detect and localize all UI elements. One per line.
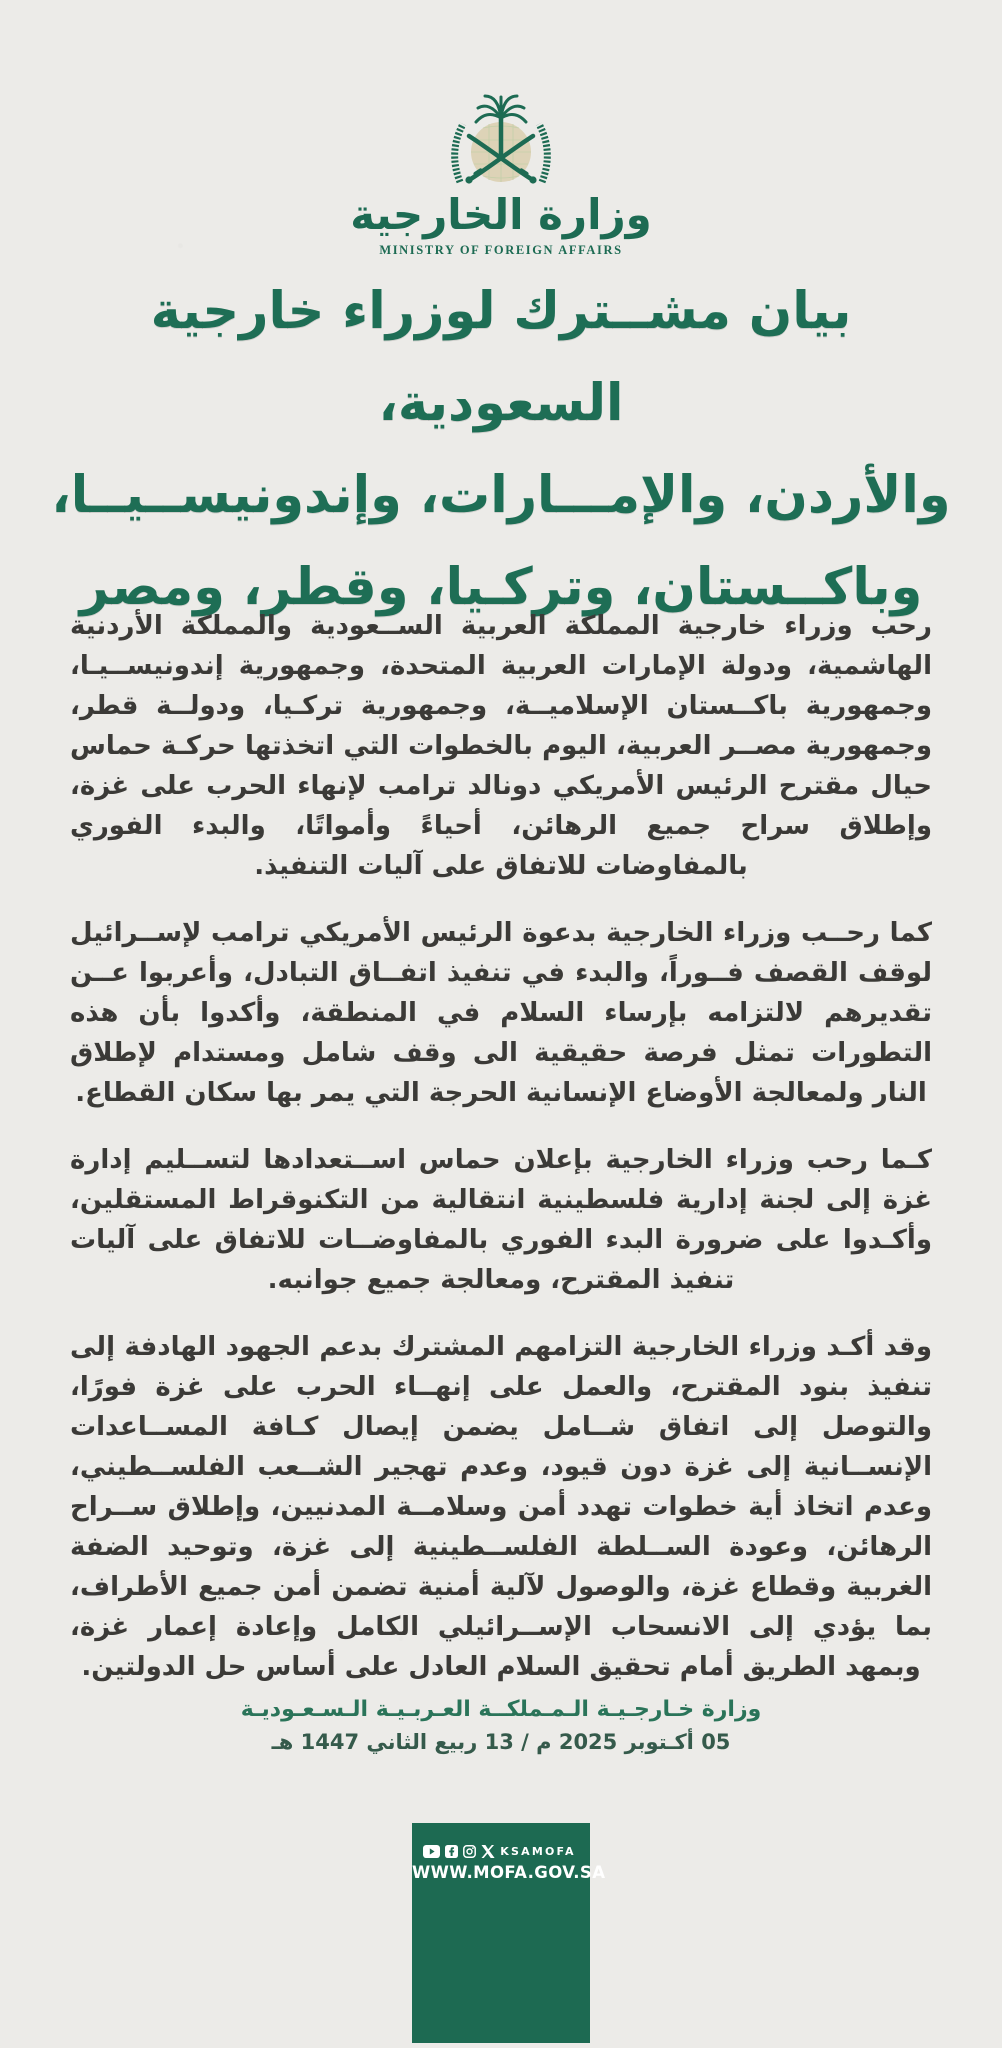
signature-block xyxy=(0,1694,1002,1758)
instagram-icon xyxy=(463,1845,476,1858)
mofa-logo xyxy=(0,84,1002,258)
logo-arabic-calligraphy: وزارة الخارجية xyxy=(350,190,652,239)
logo-english-name: MINISTRY OF FOREIGN AFFAIRS xyxy=(379,243,623,257)
headline-line-1: بيان مشــترك لوزراء خارجية السعودية، xyxy=(150,282,852,433)
saudi-palm-crossed-swords-emblem-icon xyxy=(439,84,563,190)
paragraph-1: رحب وزراء خارجية المملكة العربية الســعودية والمملكة الأردنية الهاشمية، ودولة الإمارات العربية المتحدة، وجمهورية إندونيســيـا، وجمهورية باكــستان الإسلاميــة، وجمهورية تركـيا، ودولــة قطر، وجمهورية مصــر العربية، اليوم بالخطوات التي اتخذتها حركـة حماس حيال مقترح الرئيس الأمريكي دونالد ترامب لإنهاء الحرب على غزة، وإطلاق سراح جميع الرهائن، أحياءً وأمواتًا، والبدء الفوري بالمفاوضات للاتفاق على آليات التنفيذ. xyxy=(70,611,932,881)
statement-headline xyxy=(40,266,962,634)
signature-date-line: 05 أكـتوبر 2025 م / 13 ربيع الثاني 1447 هـ xyxy=(271,1730,731,1754)
social-footer-box xyxy=(412,1823,606,2043)
headline-line-2: والأردن، والإمـــارات، وإندونيســيــا، xyxy=(51,466,951,525)
paragraph-4: وقد أكـد وزراء الخارجية التزامهم المشترك بدعم الجهود الهادفة إلى تنفيذ بنود المقترح، والعمل على إنهــاء الحرب على غزة فورًا، والتوصل إلى اتفاق شــامل يضمن إيصال كـافة المســاعدات الإنســانية إلى غزة دون قيود، وعدم تهجير الشــعب الفلســطيني، وعدم اتخاذ أية خطوات تهدد أمن وسلامــة المدنيين، وإطلاق ســراح الرهائن، وعودة الســلطة الفلســطينية إلى غزة، وتوحيد الضفة الغربية وقطاع غزة، والوصول لآلية أمنية تضمن أمن جميع الأطراف، بما يؤدي إلى الانسحاب الإســرائيلي الكامل وإعادة إعمار غزة، وبمهد الطريق أمام تحقيق السلام العادل على أساس حل الدولتين. xyxy=(70,1332,932,1682)
signature-ministry-line: وزارة خـارجـيـة الـمـملكــة العـربـيـة الـسـعـوديـة xyxy=(240,1697,762,1722)
x-icon xyxy=(481,1845,495,1858)
paragraph-2: كما رحــب وزراء الخارجية بدعوة الرئيس الأمريكي ترامب لإســرائيل لوقف القصف فــوراً، والبدء في تنفيذ اتفــاق التبادل، وأعربوا عــن تقديرهم لالتزامه بإرساء السلام في المنطقة، وأكدوا بأن هذه التطورات تمثل فرصة حقيقية الى وقف شامل ومستدام لإطلاق النار ولمعالجة الأوضاع الإنسانية الحرجة التي يمر بها سكان القطاع. xyxy=(70,918,932,1108)
youtube-icon xyxy=(423,1845,440,1858)
statement-body xyxy=(70,606,932,1686)
headline-line-3: وباكــستان، وتركـيا، وقطر، ومصر xyxy=(79,558,923,617)
social-handle: KSAMOFA xyxy=(500,1845,576,1858)
paragraph-3: كـما رحب وزراء الخارجية بإعلان حماس اســتعدادها لتســليم إدارة غزة إلى لجنة إدارية فلسطينية انتقالية من التكنوقراط المستقلين، وأكـدوا على ضرورة البدء الفوري بالمفاوضــات للاتفاق على آليات تنفيذ المقترح، ومعالجة جميع جوانبه. xyxy=(70,1145,932,1295)
facebook-icon xyxy=(445,1845,458,1858)
website-url: WWW.MOFA.GOV.SA xyxy=(412,1863,606,1882)
social-icons-row xyxy=(412,1845,590,1858)
